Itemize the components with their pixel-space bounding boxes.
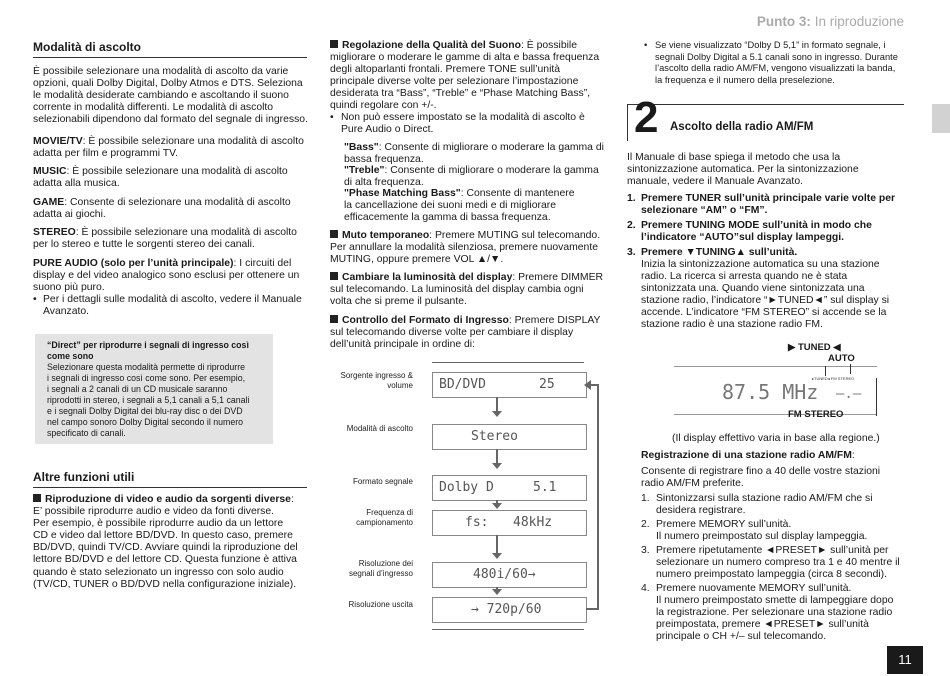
- diagram-bottom-rule: [432, 629, 584, 630]
- diagram-label-listening: Modalità di ascolto: [346, 424, 413, 433]
- frequency-readout: 87.5 MHz: [722, 380, 819, 404]
- arrowhead-icon: [492, 503, 502, 509]
- register-step-2: 2. Premere MEMORY sull’unità. Il numero preimpostato sul display lampeggia.: [641, 519, 868, 543]
- display-note: (Il display effettivo varia in base alla regione.): [672, 433, 880, 444]
- reproduction-paragraph: Riproduzione di video e audio da sorgenti diverse: E’ possibile riprodurre audio e video da fonti diverse. Per esempio, è possibile riprodurre audio da un lettore CD e video dal lettore BD/DVD. In questo caso, premere BD/DVD, quindi TV/CD. Avviare quindi la riproduzione del lettore BD/DVD e del lettore CD. Questa funzione è attiva quando è stato selezionato un ingresso con solo audio (TV/CD, TUNER o BD/DVD nella configurazione iniziale).: [33, 494, 298, 590]
- square-bullet-icon: [330, 230, 338, 238]
- page-header: [757, 14, 904, 29]
- radio-step-3: 3. Premere ▼TUNING▲ sull’unità.: [627, 247, 798, 258]
- radio-step-2: 2. Premere TUNING MODE sull’unità in modo che l’indicatore “AUTO”sul display lampeggi.: [627, 220, 872, 244]
- arrowhead-icon: [492, 463, 502, 469]
- dimmer-paragraph: Cambiare la luminosità del display: Premere DIMMER sul telecomando. La luminosità del display cambia ogni volta che si preme il pulsante.: [330, 272, 603, 308]
- square-bullet-icon: [33, 494, 41, 502]
- dolby-note: Se viene visualizzato “Dolby D 5,1” in formato segnale, i segnali Dolby Digital a 5.1 canali sono in ingresso. Durante l’ascolto della radio AM/FM, vengono visualizzati la banda, la frequenza e il numero della preselezione.: [655, 40, 898, 85]
- diagram-top-rule: [432, 362, 584, 363]
- section-tab: [932, 104, 950, 133]
- diagram-label-input-res: Risoluzione dei segnali d’ingresso: [348, 559, 413, 578]
- tone-paragraph: Regolazione della Qualità del Suono: È possibile migliorare o moderare le gamme di alta e bassa frequenza degli altoparlanti frontali. Premere TONE sull’unità principale diverse volte per selezionare l’impostazione desiderata tra “Bass”, “Treble” e “Phase Matching Bass”, quindi regolare con +/-.: [330, 40, 600, 112]
- music-paragraph: MUSIC: È possibile selezionare una modalità di ascolto adatta alla musica.: [33, 166, 288, 190]
- bullet-icon: •: [330, 112, 334, 123]
- square-bullet-icon: [330, 272, 338, 280]
- register-step-1: 1. Sintonizzarsi sulla stazione radio AM/FM che si desidera registrare.: [641, 493, 873, 517]
- pure-audio-note: Per i dettagli sulle modalità di ascolto, vedere il Manuale Avanzato.: [43, 294, 302, 318]
- pure-audio-paragraph: PURE AUDIO (solo per l’unità principale): I circuiti del display e del video analogico sono esclusi per ottenere un suono più puro.: [33, 258, 300, 294]
- divider: [33, 57, 307, 58]
- square-bullet-icon: [330, 40, 338, 48]
- loop-back-arrow-icon: [584, 375, 604, 615]
- register-step-4: 4. Premere nuovamente MEMORY sull’unità. Il numero preimpostato smette di lampeggiare dopo la registrazione. Per selezionare una stazione radio preimpostata, premere ◄PRESET► sull’unità principale o CH +/– sul telecomando.: [641, 583, 894, 643]
- direct-box-text: Selezionare questa modalità permette di riprodurre i segnali di ingresso così come sono. Per esempio, i segnali a 2 canali di un CD musicale saranno riprodotti in stereo, i segnali a 5,1 canali a 5,1 canali e i segnali Dolby Digital dei blu-ray disc o dei DVD nel campo sonoro Dolby Digital secondo il numero specificato di canali.: [47, 362, 250, 438]
- lcd-source: BD/DVD 25: [432, 372, 587, 398]
- bullet-icon: •: [33, 294, 37, 305]
- lcd-format: Dolby D 5.1: [432, 475, 587, 501]
- pmb-paragraph: "Phase Matching Bass": Consente di mantenere la cancellazione dei suoni medi e di migliorare efficacemente la gamma di bassa frequenza.: [344, 188, 575, 224]
- register-intro: Consente di registrare fino a 40 delle vostre stazioni radio AM/FM preferite.: [641, 466, 881, 490]
- radio-step-1: 1. Premere TUNER sull’unità principale varie volte per selezionare “AM” o “FM”.: [627, 193, 896, 217]
- step-number: 2: [634, 93, 659, 142]
- bass-paragraph: "Bass": Consente di migliorare o moderare la gamma di bassa frequenza.: [344, 142, 604, 166]
- lcd-input-res: 480i/60→: [432, 562, 587, 588]
- fm-stereo-label: FM STEREO: [788, 409, 844, 420]
- divider: [33, 487, 307, 488]
- tone-note: Non può essere impostato se la modalità di ascolto è Pure Audio o Direct.: [341, 112, 585, 136]
- auto-label: AUTO: [828, 353, 855, 364]
- muting-paragraph: Muto temporaneo: Premere MUTING sul telecomando. Per annullare la modalità silenziosa, premere nuovamente MUTING, oppure premere VOL ▲/▼.: [330, 230, 601, 266]
- arrowhead-icon: [492, 553, 502, 559]
- heading-other-functions: Altre funzioni utili: [33, 470, 135, 484]
- mini-indicators: ▸TUNED◂ FM STEREO: [812, 376, 855, 381]
- intro-paragraph: È possibile selezionare una modalità di ascolto da varie opzioni, quali Dolby Digital, Dolby Atmos e DTS. Seleziona le modalità desiderate cambiando e ascoltando il suono corrente in modalità differenti. Le modalità di ascolto selezionabili dipendono dal formato del segnale di ingresso.: [33, 66, 308, 126]
- diagram-label-output-res: Risoluzione uscita: [348, 600, 413, 609]
- heading-listening-modes: Modalità di ascolto: [33, 40, 142, 54]
- page-number: 11: [887, 646, 923, 674]
- header-title: In riproduzione: [814, 14, 904, 29]
- radio-intro: Il Manuale di base spiega il metodo che usa la sintonizzazione automatica. Per la sintonizzazione manuale, vedere il Manuale Avanzato.: [627, 152, 859, 188]
- tuned-label: ▶ TUNED ◀: [788, 342, 841, 353]
- register-title: Registrazione di una stazione radio AM/FM:: [641, 450, 855, 461]
- treble-paragraph: "Treble": Consente di migliorare o moderare la gamma di alta frequenza.: [344, 165, 599, 189]
- lcd-sampling: fs: 48kHz: [432, 510, 587, 536]
- square-bullet-icon: [330, 315, 338, 323]
- diagram-label-source: Sorgente ingresso & volume: [340, 371, 413, 390]
- arrowhead-icon: [492, 589, 502, 595]
- lcd-listening: Stereo: [432, 424, 587, 450]
- movie-paragraph: MOVIE/TV: È possibile selezionare una modalità di ascolto adatta per film e programmi TV.: [33, 136, 304, 160]
- lcd-output-res: → 720p/60: [432, 597, 587, 623]
- stereo-paragraph: STEREO: È possibile selezionare una modalità di ascolto per lo stereo e tutte le sorgenti stereo dei canali.: [33, 227, 297, 251]
- arrowhead-icon: [492, 411, 502, 417]
- register-step-3: 3. Premere ripetutamente ◄PRESET► sull’unità per selezionare un numero compreso tra 1 e 40 mentre il numero preimpostato lampeggia (circa 8 secondi).: [641, 545, 900, 581]
- down-arrow-icon: [496, 535, 498, 555]
- game-paragraph: GAME: Consente di selezionare una modalità di ascolto adatta ai giochi.: [33, 197, 291, 221]
- direct-box-title: “Direct” per riprodurre i segnali di ingresso così come sono: [47, 340, 249, 361]
- header-step: Punto 3:: [756, 14, 811, 29]
- bullet-icon: •: [644, 40, 648, 51]
- format-paragraph: Controllo del Formato di Ingresso: Premere DISPLAY sul telecomando diverse volte per cambiare il display dell’unità principale in ordine di:: [330, 315, 601, 351]
- radio-step-3-text: Inizia la sintonizzazione automatica su una stazione radio. La ricerca si arresta quando ne è stata sintonizzata una. Quando viene sintonizzata una stazione radio, l’indicatore “►TUNED◄” sul display si accende. L’indicatore “FM STEREO” si accende se la stazione radio è una stazione radio FM.: [641, 259, 890, 331]
- step-title: Ascolto della radio AM/FM: [670, 121, 814, 133]
- preset-readout: –.–: [836, 386, 862, 402]
- diagram-label-format: Formato segnale: [352, 477, 413, 486]
- diagram-label-sampling: Frequenza di campionamento: [356, 508, 413, 527]
